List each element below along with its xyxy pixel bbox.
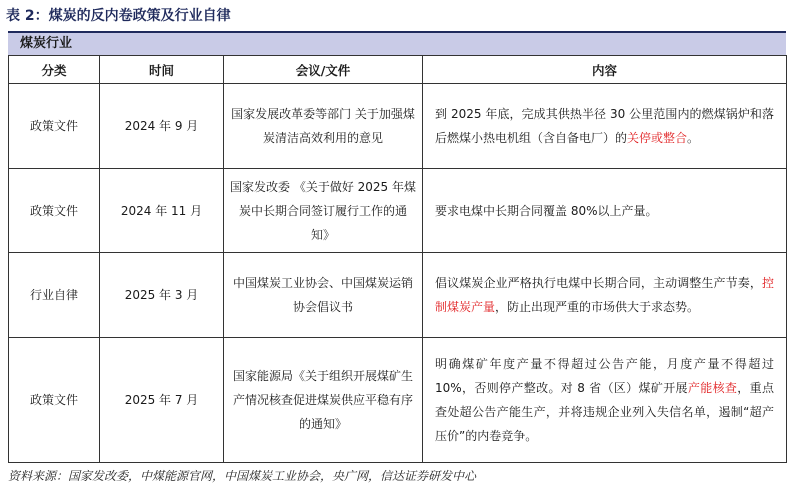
cell-content [423, 169, 787, 253]
cell-category: 行业自律 [9, 253, 100, 338]
header-doc: 会议/文件 [224, 56, 423, 84]
content-text: 到 2025 年底，完成其供热半径 30 公里范围内的燃煤锅炉和落后燃煤小热电机组（含自备电厂）的 [435, 107, 774, 145]
header-content: 内容 [423, 56, 787, 84]
table-row [9, 84, 787, 169]
cell-category: 政策文件 [9, 84, 100, 169]
content-text: 明确煤矿年度产量不得超过公告产能，月度产量不得超过 10%，否则停产整改。对 8 省（区）煤矿开展 [435, 357, 774, 395]
content-text: 倡议煤炭企业严格执行电煤中长期合同，主动调整生产节奏， [435, 276, 762, 290]
policy-table [8, 55, 787, 463]
cell-time: 2024 年 11 月 [100, 169, 224, 253]
cell-doc: 中国煤炭工业协会、中国煤炭运销协会倡议书 [224, 253, 423, 338]
cell-time: 2025 年 3 月 [100, 253, 224, 338]
cell-content [423, 84, 787, 169]
cell-category: 政策文件 [9, 169, 100, 253]
header-category: 分类 [9, 56, 100, 84]
cell-content [423, 338, 787, 463]
table-row [9, 253, 787, 338]
cell-content [423, 253, 787, 338]
cell-time: 2025 年 7 月 [100, 338, 224, 463]
cell-category: 政策文件 [9, 338, 100, 463]
table-row [9, 169, 787, 253]
cell-doc: 国家发改委 《关于做好 2025 年煤炭中长期合同签订履行工作的通知》 [224, 169, 423, 253]
section-header [8, 31, 786, 55]
content-highlight: 关停或整合 [627, 131, 688, 145]
content-highlight: 控制煤炭产量 [435, 276, 774, 314]
table-title: 表 2：煤炭的反内卷政策及行业自律 [6, 8, 231, 24]
content-text-end: 。 [687, 131, 700, 145]
content-text: 要求电煤中长期合同覆盖 80%以上产量。 [435, 203, 658, 218]
header-time: 时间 [100, 56, 224, 84]
cell-time: 2024 年 9 月 [100, 84, 224, 169]
table-row [9, 338, 787, 463]
table-header-row [9, 56, 787, 84]
source-note: 资料来源：国家发改委，中煤能源官网，中国煤炭工业协会，央广网，信达证券研发中心 [8, 469, 477, 483]
content-highlight: 产能核查 [687, 381, 738, 395]
cell-doc: 国家能源局《关于组织开展煤矿生产情况核查促进煤炭供应平稳有序的通知》 [224, 338, 423, 463]
section-label: 煤炭行业 [20, 36, 73, 51]
content-text-end: ，防止出现严重的市场供大于求态势。 [495, 300, 700, 314]
cell-doc: 国家发展改革委等部门 关于加强煤炭清洁高效利用的意见 [224, 84, 423, 169]
content-text-end: ，重点查处超公告产能生产，并将违规企业列入失信名单，遏制“超产压价”的内卷竞争。 [435, 381, 774, 443]
